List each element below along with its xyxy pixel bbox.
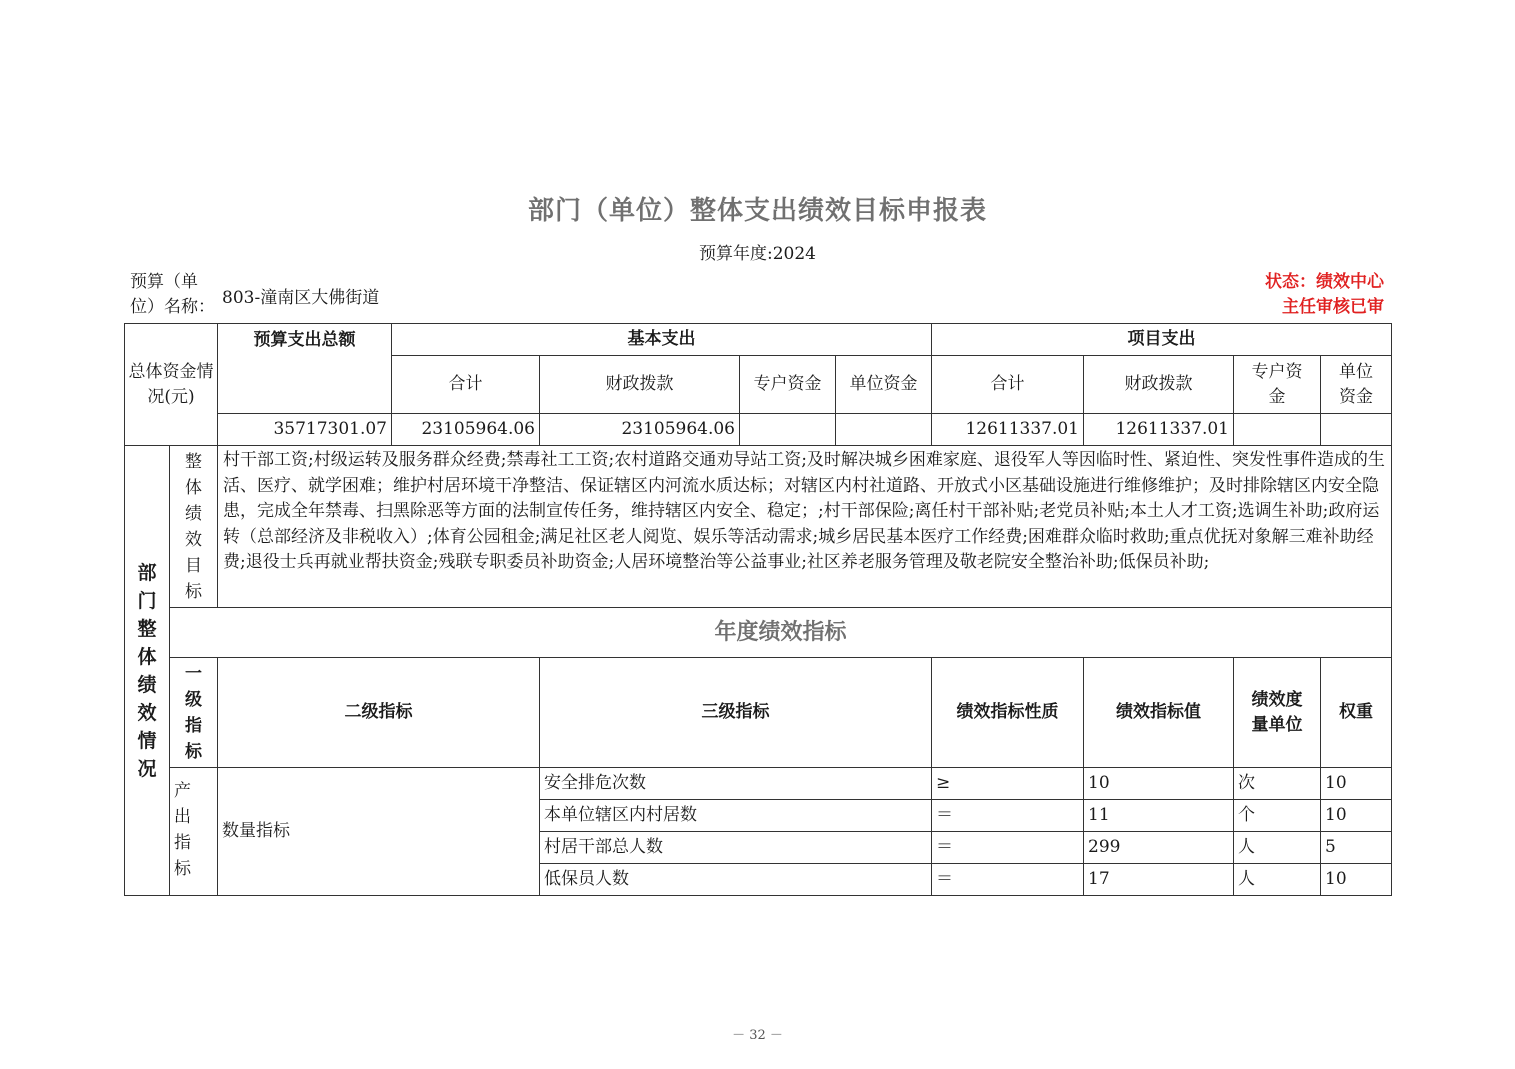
project-total-header: 合计 [932,356,1084,414]
dept-label-char: 情 [137,729,157,752]
indicator-value: 299 [1084,832,1234,864]
indicator-nature: ＝ [932,832,1084,864]
status-line2: 主任审核已审 [1282,297,1384,317]
indicator-name: 本单位辖区内村居数 [540,800,932,832]
indicator-value: 17 [1084,864,1234,896]
level1-char: 产 [174,781,191,801]
basic-fiscal-header: 财政拨款 [540,356,740,414]
dept-label-char: 整 [137,617,157,640]
indicator-name: 村居干部总人数 [540,832,932,864]
goal-label-char: 目 [185,556,202,576]
basic-total-header: 合计 [392,356,540,414]
basic-special-header: 专户资金 [740,356,836,414]
indicator-name: 安全排危次数 [540,768,932,800]
project-fiscal-header: 财政拨款 [1084,356,1234,414]
budget-year: 预算年度:2024 [699,244,816,264]
unit-label-line2: 位）名称： [130,297,215,317]
indicator-unit: 人 [1234,864,1321,896]
project-total-value: 12611337.01 [932,414,1084,446]
funds-row-label: 总体资金情况(元) [125,324,218,446]
indicator-nature: ＝ [932,800,1084,832]
level1-header-char: 标 [185,741,202,762]
basic-special-value [740,414,836,446]
level1-output [170,768,218,896]
unit-header-line2: 量单位 [1251,714,1303,735]
level3-header: 三级指标 [540,658,932,768]
indicator-nature: ＝ [932,864,1084,896]
overall-goal-text: 村干部工资;村级运转及服务群众经费;禁毒社工工资;农村道路交通劝导站工资;及时解决城乡困难家庭、退役军人等因临时性、紧迫性、突发性事件造成的生活、医疗、就学困难；维护村居环境干净整洁、保证辖区内河流水质达标；对辖区内村社道路、开放式小区基础设施进行维修维护；及时排除辖区内安全隐患，完成全年禁毒、扫黑除恶等方面的法制宣传任务，维持辖区内安全、稳定；;村干部保险;离任村干部补贴;老党员补贴;本土人才工资;选调生补助;政府运转（总部经济及非税收入）;体育公园租金;满足社区老人阅览、娱乐等活动需求;城乡居民基本医疗工作经费;困难群众临时救助;重点优抚对象解三难补助经费;退役士兵再就业帮扶资金;残联专职委员补助资金;人居环境整治等公益事业;社区养老服务管理及敬老院安全整治补助;低保员补助; [218,446,1392,608]
project-special-value [1234,414,1321,446]
basic-unit-header: 单位资金 [836,356,932,414]
level1-char: 出 [174,807,191,827]
goal-label-char: 效 [185,530,202,550]
project-unit-header: 单位资金 [1321,356,1392,414]
level1-char: 指 [174,833,191,853]
unit-name-value: 803-潼南区大佛街道 [222,288,380,308]
weight-header: 权重 [1321,658,1392,768]
annual-indicators-heading: 年度绩效指标 [170,608,1392,658]
level1-char: 标 [174,859,191,879]
level1-header-char: 指 [185,715,202,736]
indicator-value: 11 [1084,800,1234,832]
value-header: 绩效指标值 [1084,658,1234,768]
indicator-weight: 10 [1321,864,1392,896]
table-row [125,768,1392,800]
dept-label-char: 况 [137,757,157,780]
project-special-header: 专户资金 [1234,356,1321,414]
total-budget-header: 预算支出总额 [218,324,392,414]
indicator-unit: 人 [1234,832,1321,864]
indicator-nature: ≥ [932,768,1084,800]
goal-label-char: 绩 [185,504,202,524]
indicator-unit: 次 [1234,768,1321,800]
basic-expense-header: 基本支出 [392,324,932,356]
basic-fiscal-value: 23105964.06 [540,414,740,446]
dept-label-char: 部 [137,561,157,584]
dept-performance-label [125,446,170,896]
indicator-value: 10 [1084,768,1234,800]
dept-label-char: 体 [137,645,157,668]
goal-label-char: 体 [185,478,202,498]
nature-header: 绩效指标性质 [932,658,1084,768]
dept-label-char: 绩 [137,673,157,696]
goal-label-char: 标 [185,582,202,602]
project-unit-value [1321,414,1392,446]
goal-label-char: 整 [185,452,202,472]
page-title: 部门（单位）整体支出绩效目标申报表 [527,196,987,226]
level1-header [170,658,218,768]
indicator-weight: 5 [1321,832,1392,864]
indicator-name: 低保员人数 [540,864,932,896]
level2-header: 二级指标 [218,658,540,768]
page-number: － 32 － [732,1028,783,1043]
unit-header [1234,658,1321,768]
level1-header-char: 级 [185,689,202,710]
status-line1: 状态：绩效中心 [1265,272,1384,292]
basic-total-value: 23105964.06 [392,414,540,446]
unit-header-line1: 绩效度 [1251,689,1303,710]
unit-label-line1: 预算（单 [130,272,198,292]
dept-label-char: 门 [137,589,157,612]
indicator-weight: 10 [1321,800,1392,832]
basic-unit-value [836,414,932,446]
level1-header-char: 一 [185,663,202,684]
performance-table [124,323,1392,896]
status-badge [1265,270,1384,320]
dept-label-char: 效 [137,701,157,724]
total-budget-value: 35717301.07 [218,414,392,446]
project-expense-header: 项目支出 [932,324,1392,356]
unit-name-label [130,270,220,320]
overall-goal-label [170,446,218,608]
level2-quantity: 数量指标 [218,768,540,896]
project-fiscal-value: 12611337.01 [1084,414,1234,446]
indicator-weight: 10 [1321,768,1392,800]
indicator-unit: 个 [1234,800,1321,832]
